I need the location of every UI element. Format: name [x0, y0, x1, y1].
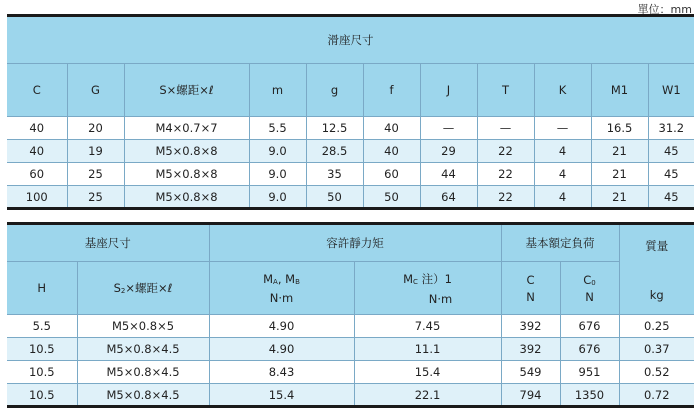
slider-dimensions-table	[7, 14, 694, 210]
c0-letter: C	[583, 272, 592, 287]
cell: 10.5	[7, 384, 77, 407]
c-letter: C	[526, 272, 535, 287]
cell: 10.5	[7, 338, 77, 361]
cell: 40	[7, 140, 67, 163]
cell: 676	[560, 315, 619, 338]
cell: 28.5	[306, 140, 363, 163]
cell: 5.5	[7, 315, 77, 338]
cell: M5×0.8×8	[124, 140, 249, 163]
header-G: G	[67, 64, 124, 117]
cell: 16.5	[591, 117, 648, 140]
cell: M5×0.8×5	[77, 315, 209, 338]
unit-label: 單位：mm	[637, 3, 692, 16]
cell: 4.90	[209, 315, 354, 338]
cell: M5×0.8×8	[124, 186, 249, 209]
cell: 0.25	[619, 315, 694, 338]
cell: 44	[420, 163, 477, 186]
cell: 64	[420, 186, 477, 209]
c0-label	[561, 273, 619, 287]
moment-group-header: 容許靜力矩	[209, 224, 501, 262]
mc-note: 注）1	[417, 271, 452, 286]
header-C-load	[501, 262, 560, 315]
cell: 4	[534, 186, 591, 209]
cell: 45	[648, 140, 694, 163]
cell: 392	[501, 338, 560, 361]
table-row	[7, 163, 694, 186]
cell: 35	[306, 163, 363, 186]
cell: M5×0.8×4.5	[77, 338, 209, 361]
cell: 9.0	[249, 140, 306, 163]
ma-unit: N·m	[269, 290, 294, 305]
cell: 549	[501, 361, 560, 384]
cell: 794	[501, 384, 560, 407]
table-row	[7, 186, 694, 209]
cell: M5×0.8×4.5	[77, 384, 209, 407]
cell: 0.72	[619, 384, 694, 407]
slider-group-header: 滑座尺寸	[327, 33, 374, 47]
header-W1: W1	[648, 64, 694, 117]
cell: 19	[67, 140, 124, 163]
header-H: H	[7, 262, 77, 315]
cell: 22	[477, 140, 534, 163]
header-T: T	[477, 64, 534, 117]
mc-letter: M	[403, 271, 414, 286]
cell: 5.5	[249, 117, 306, 140]
cell: 20	[67, 117, 124, 140]
load-group-header: 基本額定負荷	[501, 224, 619, 262]
header-J: J	[420, 64, 477, 117]
table-row	[7, 140, 694, 163]
base-group-header: 基座尺寸	[84, 236, 131, 250]
s2-rest: ×螺距×ℓ	[125, 281, 173, 295]
cell: 21	[591, 163, 648, 186]
mc-sub: C	[413, 277, 418, 286]
cell: 11.1	[354, 338, 501, 361]
cell: 9.0	[249, 186, 306, 209]
mass-unit: kg	[649, 288, 664, 302]
cell: 951	[560, 361, 619, 384]
cell: 21	[591, 140, 648, 163]
cell: 25	[67, 186, 124, 209]
cell: 45	[648, 163, 694, 186]
cell: 1350	[560, 384, 619, 407]
cell: 22	[477, 186, 534, 209]
cell: 4	[534, 140, 591, 163]
ma-mb-label	[210, 272, 354, 286]
cell: 50	[306, 186, 363, 209]
mass-title: 質量	[645, 239, 669, 253]
table-row	[7, 338, 694, 361]
header-C0-load	[560, 262, 619, 315]
mb-sub: B	[295, 277, 300, 286]
header-K: K	[534, 64, 591, 117]
mb-letter: , M	[277, 271, 296, 286]
cell: 21	[591, 186, 648, 209]
cell: 29	[420, 140, 477, 163]
c-unit: N	[526, 289, 535, 304]
header-C: C	[7, 64, 67, 117]
header-MA-MB	[209, 262, 354, 315]
cell: 40	[7, 117, 67, 140]
mass-group-header	[619, 224, 694, 315]
cell: 4	[534, 163, 591, 186]
header-g: g	[306, 64, 363, 117]
header-S2-pitch-l	[77, 262, 209, 315]
cell: —	[477, 117, 534, 140]
cell: 60	[363, 163, 420, 186]
c0-sub: 0	[591, 278, 596, 287]
cell: 676	[560, 338, 619, 361]
table-row	[7, 117, 694, 140]
cell: 25	[67, 163, 124, 186]
cell: 10.5	[7, 361, 77, 384]
cell: 22	[477, 163, 534, 186]
header-m: m	[249, 64, 306, 117]
cell: 9.0	[249, 163, 306, 186]
cell: 392	[501, 315, 560, 338]
cell: 12.5	[306, 117, 363, 140]
mc-unit: N·m	[428, 291, 453, 306]
cell: M5×0.8×4.5	[77, 361, 209, 384]
header-S-pitch-l: S×螺距×ℓ	[124, 64, 249, 117]
cell: 4.90	[209, 338, 354, 361]
cell: 50	[363, 186, 420, 209]
header-MC	[354, 262, 501, 315]
cell: 22.1	[354, 384, 501, 407]
c0-unit: N	[585, 289, 594, 304]
cell: 31.2	[648, 117, 694, 140]
ma-sub: A	[273, 277, 278, 286]
cell: 100	[7, 186, 67, 209]
cell: 15.4	[209, 384, 354, 407]
cell: —	[420, 117, 477, 140]
table-row	[7, 384, 694, 407]
header-M1: M1	[591, 64, 648, 117]
cell: 0.52	[619, 361, 694, 384]
table-row	[7, 315, 694, 338]
cell: 15.4	[354, 361, 501, 384]
cell: 40	[363, 140, 420, 163]
s2-sub: 2	[120, 287, 126, 295]
cell: —	[534, 117, 591, 140]
cell: 0.37	[619, 338, 694, 361]
cell: 60	[7, 163, 67, 186]
cell: M4×0.7×7	[124, 117, 249, 140]
ma-letter: M	[263, 271, 274, 286]
cell: 8.43	[209, 361, 354, 384]
cell: 45	[648, 186, 694, 209]
cell: 40	[363, 117, 420, 140]
base-dimensions-table	[7, 222, 694, 408]
cell: M5×0.8×8	[124, 163, 249, 186]
header-f: f	[363, 64, 420, 117]
mc-label	[355, 271, 501, 287]
s2-letter: S	[113, 281, 121, 295]
cell: 7.45	[354, 315, 501, 338]
table-row	[7, 361, 694, 384]
